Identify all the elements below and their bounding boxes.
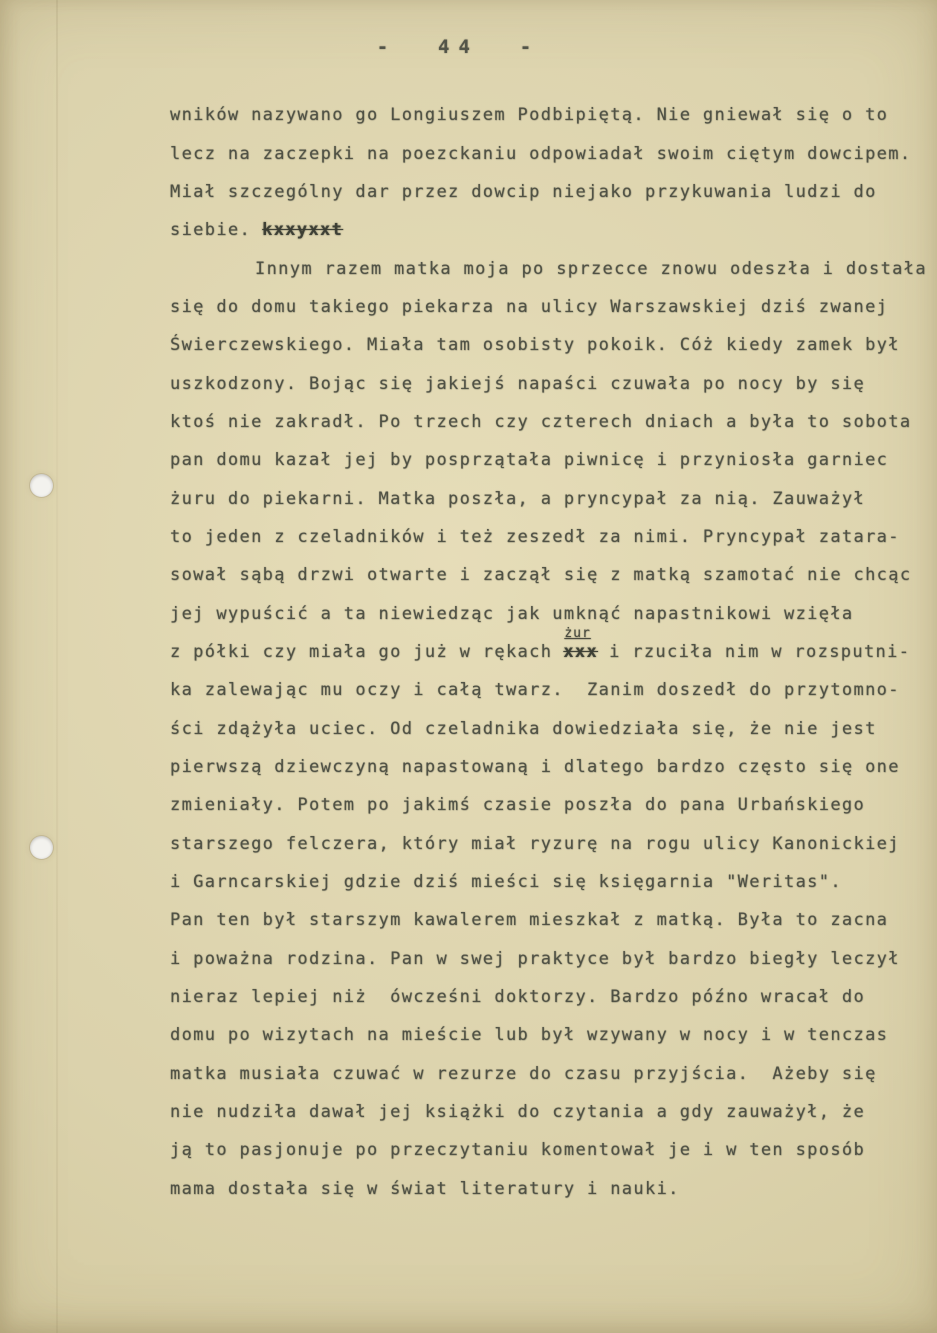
text-line: Pan ten był starszym kawalerem mieszkał z matką. Była to zacna	[170, 910, 889, 931]
text-line: wników nazywano go Longiuszem Podbipiętą. Nie gniewał się o to	[170, 105, 889, 126]
text-line: ktoś nie zakradł. Po trzech czy czterech dniach a była to sobota	[170, 411, 912, 432]
text-line: jej wypuścić a ta niewiedząc jak umknąć napastnikowi wzięła	[170, 603, 854, 624]
text-line: i poważna rodzina. Pan w swej praktyce był bardzo biegły leczył	[170, 948, 900, 969]
text-line: ją to pasjonuje po przeczytaniu komentował je i w ten sposób	[170, 1140, 866, 1161]
crossed-out-word: kxxyxxt	[262, 220, 344, 241]
text-line: Świerczewskiego. Miała tam osobisty pokoik. Cóż kiedy zamek był	[170, 335, 900, 356]
text-line: nieraz lepiej niż ówcześni doktorzy. Bardzo późno wracał do	[170, 987, 866, 1008]
text-line: sował sąbą drzwi otwarte i zaczął się z matką szamotać nie chcąc	[170, 565, 912, 586]
typescript-text	[170, 96, 930, 1208]
crossed-out-word: xxx	[563, 641, 599, 662]
text-segment: i rzuciła nim w rozsputni-	[609, 641, 911, 662]
text-line: matka musiała czuwać w rezurze do czasu przyjścia. Ażeby się	[170, 1063, 877, 1084]
text-line: żuru do piekarni. Matka poszła, a pryncypał za nią. Zauważył	[170, 488, 866, 509]
text-line: lecz na zaczepki na poezckaniu odpowiadał swoim ciętym dowcipem.	[170, 143, 912, 164]
text-line: uszkodzony. Bojąc się jakiejś napaści czuwała po nocy by się	[170, 373, 866, 394]
text-line: i Garncarskiej gdzie dziś mieści się księgarnia "Weritas".	[170, 872, 842, 893]
hole-punch-bottom	[30, 836, 53, 859]
text-line: ści zdążyła uciec. Od czeladnika dowiedziała się, że nie jest	[170, 718, 877, 739]
text-segment: z półki czy miała go już w rękach	[170, 641, 553, 662]
text-line: pan domu kazał jej by posprzątała piwnicę i przyniosła garniec	[170, 450, 889, 471]
text-line: domu po wizytach na mieście lub był wzywany w nocy i w tenczas	[170, 1025, 889, 1046]
text-line: zmieniały. Potem po jakimś czasie poszła do pana Urbańskiego	[170, 795, 866, 816]
text-line: starszego felczera, który miał ryzurę na rogu ulicy Kanonickiej	[170, 833, 900, 854]
text-line: to jeden z czeladników i też zeszedł za nimi. Pryncypał zatara-	[170, 526, 900, 547]
page-number: - 44 -	[376, 36, 541, 58]
text-line-paragraph-start: Innym razem matka moja po sprzecce znowu odeszła i dostała	[255, 258, 927, 279]
inserted-word-above: żur	[564, 625, 591, 641]
correction-group	[563, 625, 599, 662]
text-line-with-insertion	[170, 625, 930, 671]
text-line: pierwszą dziewczyną napastowaną i dlatego bardzo często się one	[170, 757, 900, 778]
text-line-with-strikeout	[170, 211, 930, 249]
text-line: mama dostała się w świat literatury i nauki.	[170, 1178, 680, 1199]
text-line: Miał szczególny dar przez dowcip niejako przykuwania ludzi do	[170, 181, 877, 202]
text-line: ka zalewając mu oczy i całą twarz. Zanim doszedł do przytomno-	[170, 680, 900, 701]
text-line: się do domu takiego piekarza na ulicy Warszawskiej dziś zwanej	[170, 296, 889, 317]
hole-punch-top	[30, 474, 53, 497]
text-segment: siebie.	[170, 220, 252, 241]
text-line: nie nudziła dawał jej książki do czytania a gdy zauważył, że	[170, 1102, 866, 1123]
